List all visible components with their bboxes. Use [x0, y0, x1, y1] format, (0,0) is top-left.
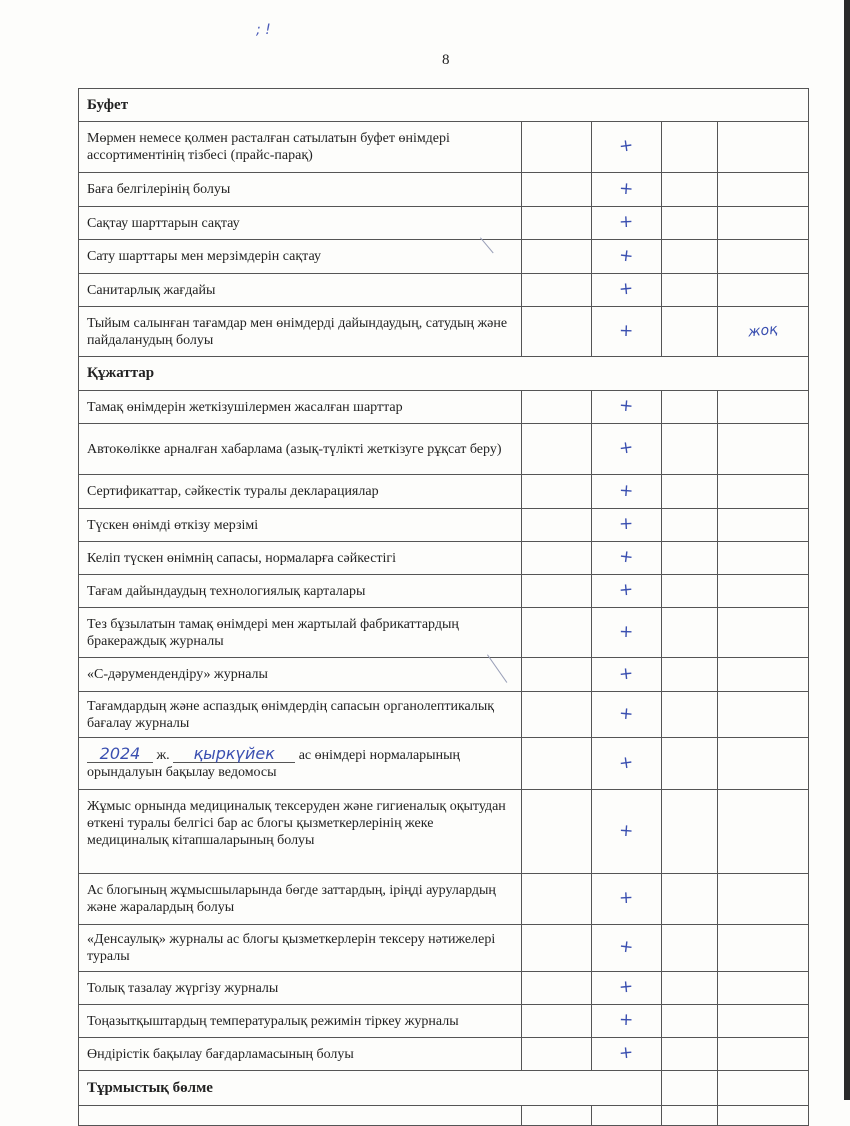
mark-cell: [592, 608, 662, 658]
cell-empty: [662, 575, 718, 608]
mark-cell: [592, 424, 662, 475]
cell-empty: [522, 173, 592, 207]
plus-mark: +: [618, 976, 635, 998]
row-text: Сақтау шарттарын сақтау: [79, 207, 522, 240]
row-text: Тамақ өнімдерін жеткізушілермен жасалған шарттар: [79, 391, 522, 424]
plus-mark: +: [618, 579, 635, 601]
note-cell: [718, 608, 809, 658]
cell-empty: [522, 790, 592, 874]
cell-empty: [662, 1005, 718, 1038]
mark-cell: [592, 1038, 662, 1071]
cell-empty: [522, 925, 592, 972]
handwritten-note: жоқ: [747, 321, 779, 341]
cell-empty: [662, 608, 718, 658]
note-cell: [718, 424, 809, 475]
note-cell: [718, 738, 809, 790]
cell-empty: [662, 391, 718, 424]
cell-empty: [522, 738, 592, 790]
mark-cell: [592, 391, 662, 424]
row-text: «Денсаулық» журналы ас блогы қызметкерлерін тексеру нәтижелері туралы: [79, 925, 522, 972]
cell-empty: [522, 874, 592, 925]
handwritten-top-mark: ; !: [256, 22, 271, 38]
mark-cell: [592, 1005, 662, 1038]
mark-cell: [592, 122, 662, 173]
table-row: [79, 972, 809, 1005]
cell-empty: [79, 1106, 522, 1126]
plus-mark: +: [618, 887, 635, 909]
mark-cell: [592, 475, 662, 509]
plus-mark: +: [618, 936, 635, 958]
mark-cell: [592, 542, 662, 575]
cell-empty: [662, 790, 718, 874]
cell-empty: [522, 122, 592, 173]
plus-mark: +: [618, 480, 635, 501]
note-cell: [718, 1038, 809, 1071]
table-row: [79, 207, 809, 240]
note-cell: [718, 475, 809, 509]
table-row: [79, 424, 809, 475]
table-row: [79, 874, 809, 925]
cell-empty: [718, 1071, 809, 1106]
cell-empty: [522, 509, 592, 542]
cell-empty: [662, 874, 718, 925]
handwritten-year: 2024: [87, 746, 153, 763]
table-row: [79, 274, 809, 307]
cell-empty: [662, 658, 718, 692]
cell-empty: [522, 972, 592, 1005]
table-row: [79, 509, 809, 542]
mark-cell: [592, 173, 662, 207]
cell-empty: [522, 307, 592, 357]
cell-empty: [662, 925, 718, 972]
cell-empty: [662, 509, 718, 542]
mark-cell: [592, 790, 662, 874]
note-cell: [718, 542, 809, 575]
cell-empty: [522, 240, 592, 274]
note-cell: [718, 173, 809, 207]
plus-mark: +: [619, 320, 634, 341]
cell-empty: [662, 1038, 718, 1071]
table-row: [79, 658, 809, 692]
row-text: Тыйым салынған тағамдар мен өнімдерді дайындаудың, сатудың және пайдаланудың болуы: [79, 307, 522, 357]
plus-mark: +: [619, 621, 634, 642]
note-cell: [718, 391, 809, 424]
plus-mark: +: [619, 1009, 634, 1031]
table-row: [79, 173, 809, 207]
row-text: Жұмыс орнында медициналық тексеруден және гигиеналық оқытудан өткені туралы белгісі бар ас блогы қызметкерлерінің жеке медициналық кітапшаларының болуы: [79, 790, 522, 874]
cell-empty: [662, 1106, 718, 1126]
mark-cell: [592, 240, 662, 274]
row-text: Сертификаттар, сәйкестік туралы декларациялар: [79, 475, 522, 509]
cell-empty: [662, 542, 718, 575]
note-cell: [718, 509, 809, 542]
mark-cell: [592, 874, 662, 925]
note-cell: [718, 925, 809, 972]
cell-empty: [522, 692, 592, 738]
mark-cell: [592, 972, 662, 1005]
cell-empty: [662, 307, 718, 357]
table-row: [79, 575, 809, 608]
cell-empty: [592, 1106, 662, 1126]
cell-empty: [662, 240, 718, 274]
section-row-buffet: [79, 89, 809, 122]
row-text: Сату шарттары мен мерзімдерін сақтау: [79, 240, 522, 274]
note-cell: [718, 307, 809, 357]
cell-empty: [662, 1071, 718, 1106]
row-text: Түскен өнімді өткізу мерзімі: [79, 509, 522, 542]
row-text: Мөрмен немесе қолмен расталған сатылатын буфет өнімдері ассортиментінің тізбесі (прайс-парақ): [79, 122, 522, 173]
plus-mark: +: [617, 751, 635, 774]
table-row: [79, 608, 809, 658]
cell-empty: [662, 738, 718, 790]
cell-empty: [522, 1038, 592, 1071]
cell-empty: [522, 207, 592, 240]
plus-mark: +: [617, 135, 635, 157]
cell-empty: [662, 692, 718, 738]
checklist-table: [78, 88, 809, 1126]
row-text: Тағам дайындаудың технологиялық карталары: [79, 575, 522, 608]
table-row: [79, 790, 809, 874]
cell-empty: [522, 391, 592, 424]
table-row: [79, 307, 809, 357]
plus-mark: +: [618, 278, 635, 300]
plus-mark: +: [618, 662, 635, 685]
note-cell: [718, 790, 809, 874]
row-text: Келіп түскен өнімнің сапасы, нормаларға сәйкестігі: [79, 542, 522, 575]
note-cell: [718, 575, 809, 608]
table-row: [79, 692, 809, 738]
note-cell: [718, 207, 809, 240]
cell-empty: [522, 475, 592, 509]
cell-empty: [662, 475, 718, 509]
section-title: Тұрмыстық бөлме: [79, 1071, 662, 1106]
plus-mark: +: [618, 211, 635, 233]
scan-edge: [844, 0, 850, 1100]
row-text: Санитарлық жағдайы: [79, 274, 522, 307]
table-row: [79, 240, 809, 274]
note-cell: [718, 972, 809, 1005]
table-row: [79, 391, 809, 424]
note-cell: [718, 692, 809, 738]
plus-mark: +: [617, 437, 635, 459]
section-row-household-room: [79, 1071, 809, 1106]
mark-cell: [592, 575, 662, 608]
row-text: Баға белгілерінің болуы: [79, 173, 522, 207]
cell-empty: [522, 542, 592, 575]
table-row: [79, 1005, 809, 1038]
plus-mark: +: [618, 546, 635, 568]
table-row: [79, 1106, 809, 1126]
page-number: 8: [442, 52, 450, 68]
cell-empty: [662, 207, 718, 240]
row-text: ас өнімдері нормаларының орындалуын бақылау ведомосы: [87, 748, 460, 780]
mark-cell: [592, 692, 662, 738]
cell-empty: [662, 122, 718, 173]
section-title: Буфет: [79, 89, 809, 122]
cell-empty: [662, 424, 718, 475]
note-cell: [718, 658, 809, 692]
year-suffix: ж.: [156, 748, 170, 763]
row-text: «С-дәрумендендіру» журналы: [79, 658, 522, 692]
cell-empty: [522, 1106, 592, 1126]
cell-empty: [522, 424, 592, 475]
cell-empty: [662, 274, 718, 307]
note-cell: [718, 1005, 809, 1038]
cell-empty: [522, 274, 592, 307]
mark-cell: [592, 738, 662, 790]
row-text: Автокөлікке арналған хабарлама (азық-түлікті жеткізуге рұқсат беру): [79, 424, 522, 475]
mark-cell: [592, 925, 662, 972]
mark-cell: [592, 207, 662, 240]
plus-mark: +: [618, 244, 635, 267]
table-row: [79, 925, 809, 972]
row-text: Өндірістік бақылау бағдарламасының болуы: [79, 1038, 522, 1071]
row-text: Тағамдардың және аспаздық өнімдердің сапасын органолептикалық бағалау журналы: [79, 692, 522, 738]
cell-empty: [662, 972, 718, 1005]
table-row: [79, 122, 809, 173]
plus-mark: +: [618, 702, 635, 725]
mark-cell: [592, 307, 662, 357]
note-cell: [718, 240, 809, 274]
row-text: Тоңазытқыштардың температуралық режимін тіркеу журналы: [79, 1005, 522, 1038]
mark-cell: [592, 274, 662, 307]
row-text: Ас блогының жұмысшыларында бөгде заттардың, іріңді аурулардың және жаралардың болуы: [79, 874, 522, 925]
table-row: [79, 1038, 809, 1071]
cell-empty: [522, 575, 592, 608]
plus-mark: +: [618, 395, 635, 417]
cell-empty: [522, 1005, 592, 1038]
row-text: Тез бұзылатын тамақ өнімдері мен жартылай фабрикаттардың бракераждық журналы: [79, 608, 522, 658]
plus-mark: +: [618, 178, 635, 199]
cell-empty: [522, 608, 592, 658]
cell-empty: [522, 658, 592, 692]
plus-mark: +: [618, 820, 635, 841]
plus-mark: +: [618, 513, 635, 535]
handwritten-month: қыркүйек: [173, 746, 295, 763]
table-row: [79, 738, 809, 790]
note-cell: [718, 274, 809, 307]
section-row-documents: [79, 357, 809, 391]
note-cell: [718, 122, 809, 173]
plus-mark: +: [618, 1042, 635, 1064]
mark-cell: [592, 658, 662, 692]
cell-empty: [662, 173, 718, 207]
table-row: [79, 542, 809, 575]
row-text-with-fill: [79, 738, 522, 790]
mark-cell: [592, 509, 662, 542]
cell-empty: [718, 1106, 809, 1126]
table-row: [79, 475, 809, 509]
row-text: Толық тазалау жүргізу журналы: [79, 972, 522, 1005]
section-title: Құжаттар: [79, 357, 809, 391]
note-cell: [718, 874, 809, 925]
